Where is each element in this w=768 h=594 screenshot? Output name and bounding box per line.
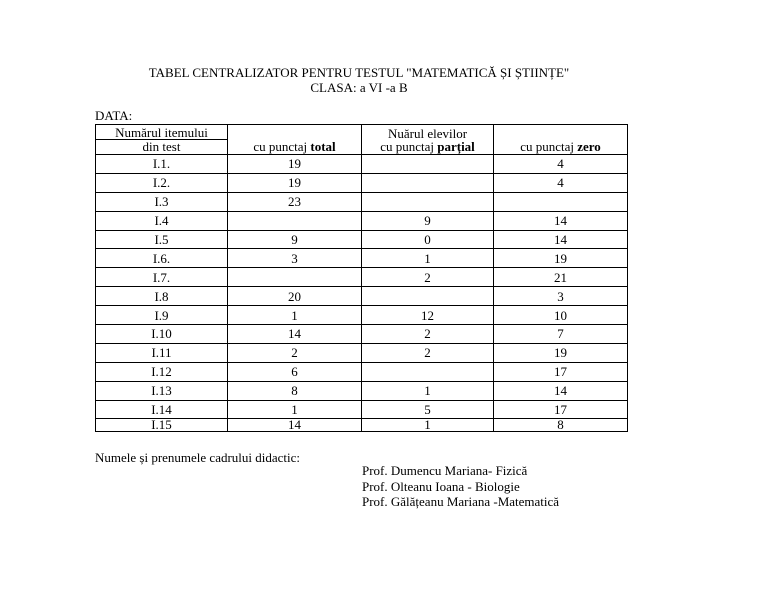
subheader-row — [96, 140, 628, 155]
total-cell: 9 — [228, 230, 362, 249]
table-row — [96, 419, 628, 432]
zero-cell: 19 — [494, 249, 628, 268]
item-cell: I.3 — [96, 192, 228, 211]
table-row — [96, 249, 628, 268]
teachers-label: Numele și prenumele cadrului didactic: — [95, 450, 301, 465]
teacher-name: Prof. Olteanu Ioana - Biologie — [362, 478, 520, 494]
header-row — [96, 125, 628, 140]
partial-cell: 5 — [362, 400, 494, 419]
item-cell: I.4 — [96, 211, 228, 230]
total-cell: 1 — [228, 306, 362, 325]
group-header-left — [228, 125, 362, 140]
table-row — [96, 268, 628, 287]
item-cell: I.1. — [96, 155, 228, 174]
partial-cell — [362, 287, 494, 306]
total-cell: 2 — [228, 343, 362, 362]
table-row — [96, 287, 628, 306]
class-line: CLASA: a VI -a B — [310, 80, 408, 95]
zero-cell: 8 — [494, 419, 628, 432]
zero-cell: 7 — [494, 325, 628, 344]
zero-cell: 14 — [494, 230, 628, 249]
table-row — [96, 173, 628, 192]
table-row — [96, 192, 628, 211]
item-cell: I.7. — [96, 268, 228, 287]
zero-cell: 4 — [494, 155, 628, 174]
item-cell: I.6. — [96, 249, 228, 268]
total-cell: 14 — [228, 419, 362, 432]
total-cell — [228, 268, 362, 287]
zero-cell — [494, 192, 628, 211]
total-cell: 23 — [228, 192, 362, 211]
col-zero-bold: zero — [577, 139, 601, 154]
zero-cell: 17 — [494, 400, 628, 419]
results-table — [95, 124, 628, 432]
partial-cell: 2 — [362, 343, 494, 362]
total-cell: 19 — [228, 155, 362, 174]
total-cell — [228, 211, 362, 230]
item-cell: I.8 — [96, 287, 228, 306]
group-header-right — [494, 125, 628, 140]
col-total-prefix: cu punctaj — [253, 139, 311, 154]
partial-cell: 9 — [362, 211, 494, 230]
zero-cell: 4 — [494, 173, 628, 192]
teacher-name: Prof. Gălățeanu Mariana -Matematică — [362, 494, 560, 509]
teacher-name: Prof. Dumencu Mariana- Fizică — [362, 463, 528, 478]
partial-cell — [362, 173, 494, 192]
table-row — [96, 400, 628, 419]
total-cell: 20 — [228, 287, 362, 306]
col-zero-prefix: cu punctaj — [520, 139, 578, 154]
table-row — [96, 155, 628, 174]
col-zero-header — [494, 140, 628, 155]
table-row — [96, 211, 628, 230]
item-cell: I.10 — [96, 325, 228, 344]
zero-cell: 10 — [494, 306, 628, 325]
partial-cell: 2 — [362, 325, 494, 344]
total-cell: 8 — [228, 381, 362, 400]
total-cell: 1 — [228, 400, 362, 419]
table-row — [96, 362, 628, 381]
item-cell: I.5 — [96, 230, 228, 249]
table-row — [96, 325, 628, 344]
item-cell: I.12 — [96, 362, 228, 381]
zero-cell: 14 — [494, 211, 628, 230]
table-row — [96, 381, 628, 400]
partial-cell — [362, 155, 494, 174]
zero-cell: 17 — [494, 362, 628, 381]
col-partial-header — [362, 140, 494, 155]
partial-cell: 1 — [362, 381, 494, 400]
zero-cell: 21 — [494, 268, 628, 287]
table-row — [96, 343, 628, 362]
date-label: DATA: — [95, 108, 133, 123]
col-partial-prefix: cu punctaj — [380, 139, 438, 154]
col-total-bold: total — [310, 139, 336, 154]
group-header: Nuărul elevilor — [362, 125, 494, 140]
item-cell: I.9 — [96, 306, 228, 325]
col-total-header — [228, 140, 362, 155]
zero-cell: 19 — [494, 343, 628, 362]
table-row — [96, 306, 628, 325]
teachers-list — [362, 463, 559, 510]
total-cell: 6 — [228, 362, 362, 381]
item-cell: I.14 — [96, 400, 228, 419]
partial-cell: 1 — [362, 249, 494, 268]
document-title: TABEL CENTRALIZATOR PENTRU TESTUL "MATEMATICĂ ȘI ȘTIINȚE" — [148, 65, 570, 80]
table-row — [96, 230, 628, 249]
item-cell: I.13 — [96, 381, 228, 400]
item-cell: I.11 — [96, 343, 228, 362]
item-header-line1: Numărul itemului — [96, 125, 228, 140]
col-partial-bold: parțial — [437, 139, 475, 154]
item-cell: I.2. — [96, 173, 228, 192]
partial-cell: 12 — [362, 306, 494, 325]
zero-cell: 14 — [494, 381, 628, 400]
item-header-line2: din test — [96, 140, 228, 155]
item-cell: I.15 — [96, 419, 228, 432]
partial-cell: 1 — [362, 419, 494, 432]
partial-cell — [362, 362, 494, 381]
partial-cell: 2 — [362, 268, 494, 287]
partial-cell: 0 — [362, 230, 494, 249]
zero-cell: 3 — [494, 287, 628, 306]
total-cell: 3 — [228, 249, 362, 268]
total-cell: 19 — [228, 173, 362, 192]
total-cell: 14 — [228, 325, 362, 344]
partial-cell — [362, 192, 494, 211]
